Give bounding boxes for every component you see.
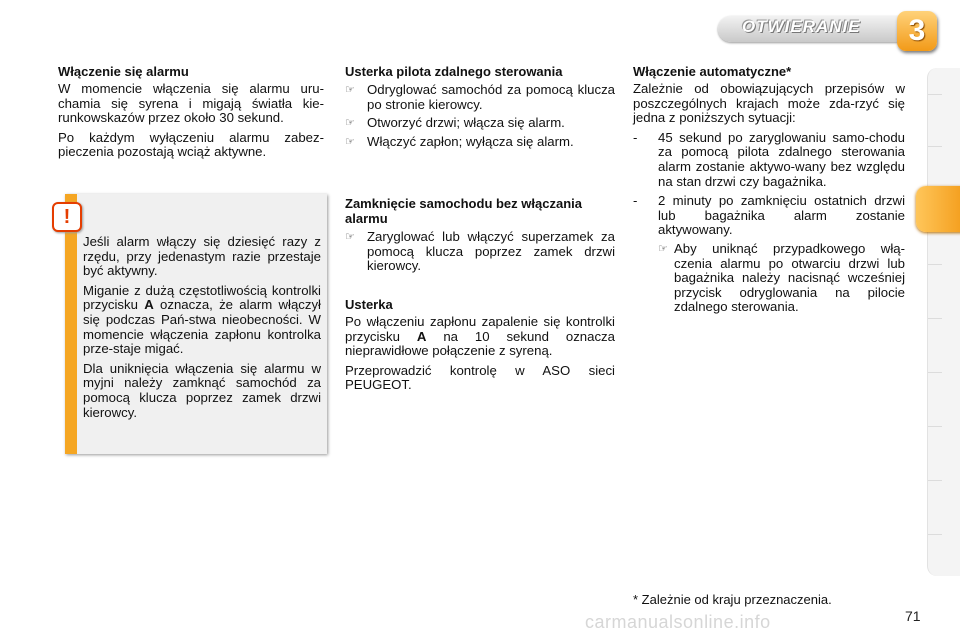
list-item [345, 83, 615, 112]
text: Miganie z dużą częstotliwością kontrolki przycisku [83, 282, 321, 313]
warning-paragraph: Dla uniknięcia włączenia się alarmu w myjni należy zamknąć samochód za pomocą klucza poprzez zamek drzwi kierowcy. [83, 360, 321, 420]
dash-list-text: 45 sekund po zaryglowaniu samo-chodu za pomocą pilota zdalnego sterowania alarm zostanie aktywo-wany bez względu na stan drzwi czy bagażnika. [658, 129, 905, 189]
tab-divider [928, 318, 942, 319]
list-item [345, 230, 615, 274]
tab-divider [928, 480, 942, 481]
pointing-hand-icon: ☞ [658, 242, 668, 255]
paragraph: Przeprowadzić kontrolę w ASO sieci PEUGEOT. [345, 362, 615, 393]
warning-box-accent [65, 194, 77, 454]
list-item-text: Otworzyć drzwi; włącza się alarm. [367, 115, 565, 131]
text: oznacza, że alarm włączył się podczas Pań-stwa nieobecności. W momencie włączenia zapłonu kontrolka prze-staje migać. [83, 297, 321, 357]
text: na 10 sekund oznacza nieprawidłowe połączenie z syreną. [345, 328, 615, 359]
tab-divider [928, 94, 942, 95]
list-item [345, 116, 615, 131]
page-number: 71 [905, 608, 921, 624]
button-a-label: A [416, 328, 427, 344]
warning-content [83, 235, 321, 420]
dash-list-item [633, 131, 905, 189]
text: Po włączeniu zapłonu zapalenie się kontrolki przycisku [345, 314, 615, 344]
sub-list-item [658, 242, 905, 315]
active-chapter-tab[interactable] [916, 186, 960, 232]
heading-fault: Usterka [345, 297, 393, 312]
heading-alarm-trigger: Włączenie się alarmu [58, 64, 189, 79]
dash-marker: - [633, 193, 638, 209]
pointing-hand-icon: ☞ [345, 84, 355, 96]
list-item [345, 135, 615, 150]
pointing-hand-icon: ☞ [345, 231, 355, 243]
list-item-text: Odryglować samochód za pomocą klucza po stronie kierowcy. [367, 82, 615, 112]
chapter-title: OTWIERANIE [742, 17, 861, 36]
list-item-text: Zaryglować lub włączyć superzamek za pomocą klucza poprzez zamek drzwi kierowcy. [367, 229, 615, 274]
heading-lock-without-alarm: Zamknięcie samochodu bez włączania alarmu [345, 196, 582, 226]
tab-divider [928, 534, 942, 535]
footnote: * Zależnie od kraju przeznaczenia. [633, 592, 832, 607]
column-alarm-trigger [58, 64, 324, 160]
section-lock-without-alarm [345, 196, 615, 274]
heading-auto-activation: Włączenie automatyczne* [633, 64, 792, 79]
tab-divider [928, 426, 942, 427]
watermark: carmanualsonline.info [585, 612, 771, 632]
chapter-number-badge: 3 [897, 11, 937, 51]
dash-list-item [633, 194, 905, 238]
chapter-tab-strip [927, 68, 960, 576]
tab-divider [928, 264, 942, 265]
paragraph: W momencie włączenia się alarmu uru-chamia się syrena i migają światła kie-runkowskazów przez około 30 sekund. [58, 81, 324, 126]
pointing-hand-icon: ☞ [345, 136, 355, 149]
section-fault [345, 297, 615, 393]
column-auto-activation [633, 64, 905, 315]
list-item-text: Aby uniknąć przypadkowego włą-czenia alarmu po otwarciu drzwi lub bagażnika należy nacisnąć wcześniej przycisk odryglowania na pilocie zdalnego sterowania. [674, 240, 905, 315]
dash-marker: - [633, 129, 638, 145]
list-item-text: Włączyć zapłon; wyłącza się alarm. [367, 134, 574, 150]
warning-paragraph: Jeśli alarm włączy się dziesięć razy z rzędu, przy jedenastym razie przestaje być aktywny. [83, 234, 321, 279]
dash-list-text: 2 minuty po zamknięciu ostatnich drzwi lub bagażnika alarm zostanie aktywowany. [658, 193, 905, 238]
tab-divider [928, 146, 942, 147]
heading-remote-fault: Usterka pilota zdalnego sterowania [345, 64, 563, 79]
warning-paragraph [83, 284, 321, 357]
pointing-hand-icon: ☞ [345, 117, 355, 130]
warning-exclamation-icon: ! [52, 202, 82, 232]
button-a-label: A [144, 297, 154, 313]
paragraph: Zależnie od obowiązujących przepisów w poszczególnych krajach może zda-rzyć się jedna z poniższych sytuacji: [633, 81, 905, 126]
paragraph: Po każdym wyłączeniu alarmu zabez-pieczenia pozostają wciąż aktywne. [58, 129, 324, 160]
column-remote-fault [345, 64, 615, 150]
tab-divider [928, 372, 942, 373]
paragraph [345, 315, 615, 359]
